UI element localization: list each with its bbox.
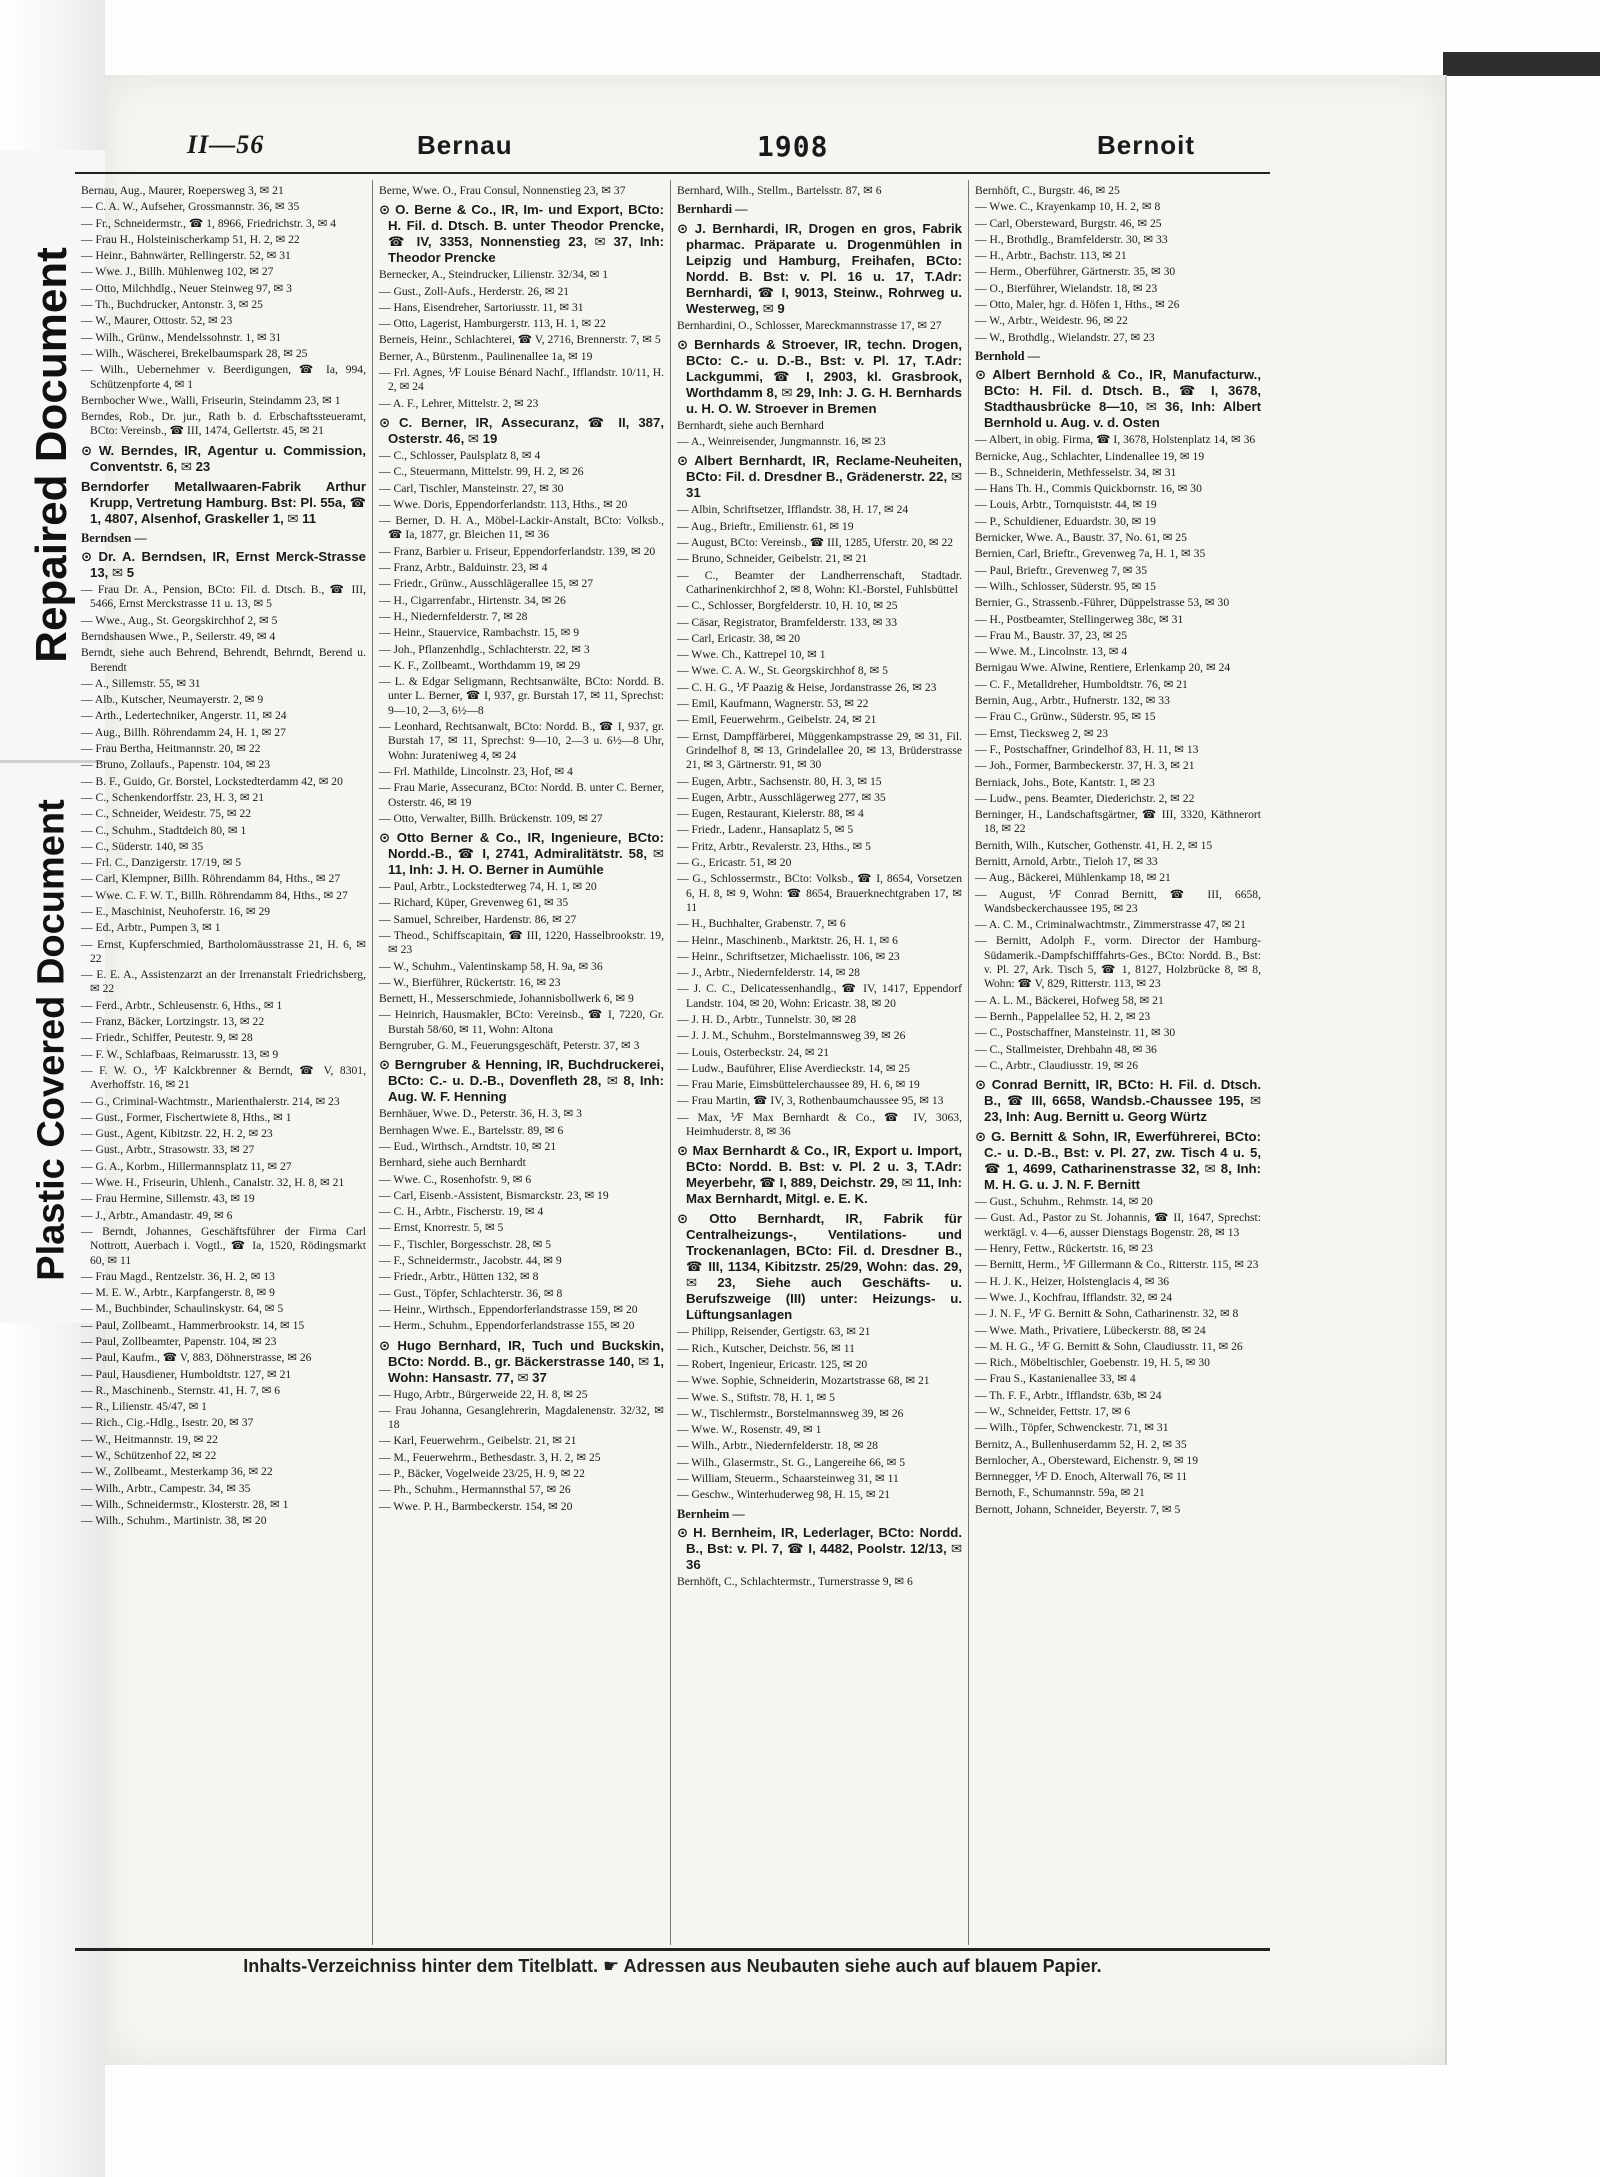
directory-entry: ⊙ J. Bernhardi, IR, Drogen en gros, Fabrik pharmac. Präparate u. Drogenmühlen in Leipzig und Hamburg, Freihafen, BCto: Nordd. B. Bst: v. Pl. 16 u. 17, T.Adr: Bernhardi, ☎ I, 9013, Steinw., Rohrweg u. Westerweg, ✉ 9 <box>677 220 962 316</box>
directory-entry: Berninger, H., Landschaftsgärtner, ☎ III, 3320, Käthnerort 18, ✉ 22 <box>975 808 1261 836</box>
directory-entry: — Berndt, Johannes, Geschäftsführer der Firma Carl Nottrott, Auerbach i. Vogtl., ☎ Ia, 1520, Rödingsmarkt 60, ✉ 11 <box>81 1224 366 1267</box>
directory-entry: — L. & Edgar Seligmann, Rechtsanwälte, BCto: Nordd. B. unter L. Berner, ☎ I, 937, gr. Burstah 17, ✉ 11, Sprechst: 9—10, 2—3, 6½—8 <box>379 675 664 717</box>
directory-entry: — Ferd., Arbtr., Schleusenstr. 6, Hths., ✉ 1 <box>81 998 283 1012</box>
directory-entry: — C., Schlosser, Paulsplatz 8, ✉ 4 <box>379 448 541 462</box>
directory-entry: Bernhard, siehe auch Bernhardt <box>379 1156 526 1170</box>
directory-entry: Bernhagen Wwe. E., Bartelsstr. 89, ✉ 6 <box>379 1123 564 1137</box>
directory-entry: — Leonhard, Rechtsanwalt, BCto: Nordd. B., ☎ I, 937, gr. Burstah 17, ✉ 11, Sprechst: 9—10, 2—3 u. 6½—8 Uhr, Wohn: Jurateniweg 4, ✉ 24 <box>379 720 664 762</box>
directory-entry: — Frau Magd., Rentzelstr. 36, H. 2, ✉ 13 <box>81 1269 275 1283</box>
directory-entry: — Albert, in obig. Firma, ☎ I, 3678, Holstenplatz 14, ✉ 36 <box>975 433 1256 447</box>
directory-entry: — Frau Bertha, Heitmannstr. 20, ✉ 22 <box>81 742 261 756</box>
directory-entry: — W., Schützenhof 22, ✉ 22 <box>81 1449 217 1463</box>
directory-entry: — Carl, Ericastr. 38, ✉ 20 <box>677 631 801 645</box>
directory-entry: — Aug., Billh. Röhrendamm 24, H. 1, ✉ 27 <box>81 725 286 739</box>
directory-entry: — R., Maschinenb., Sternstr. 41, H. 7, ✉ 6 <box>81 1383 281 1397</box>
directory-entry: — Wilh., Grünw., Mendelssohnstr. 1, ✉ 31 <box>81 330 282 344</box>
directory-entry: — Frau Hermine, Sillemstr. 43, ✉ 19 <box>81 1192 255 1206</box>
directory-entry: — H., Arbtr., Bachstr. 113, ✉ 21 <box>975 249 1127 263</box>
directory-entry: — Paul, Zollbeamt., Hammerbrookstr. 14, ✉ 15 <box>81 1318 305 1332</box>
directory-entry: Bernhardini, O., Schlosser, Mareckmannstrasse 17, ✉ 27 <box>677 318 942 332</box>
directory-entry: — Friedr., Schiffer, Peutestr. 9, ✉ 28 <box>81 1031 253 1045</box>
directory-entry: — H., Brothdlg., Bramfelderstr. 30, ✉ 33 <box>975 232 1168 246</box>
directory-entry: — Wwe. H., Friseurin, Uhlenh., Canalstr. 32, H. 8, ✉ 21 <box>81 1176 345 1190</box>
directory-entry: — Bruno, Zollaufs., Papenstr. 104, ✉ 23 <box>81 758 271 772</box>
directory-entry: — Bernitt, Adolph F., vorm. Director der Hamburg-Südamerik.-Dampfschifffahrts-Ges., BCto: Nordd. B., Bst: v. Pl. 27, Ark. Tisch 5, ☎ 1, 8127, Holzbrücke 8, ✉ 8, Wohn: ☎ V, 829, Ritterstr. 113, ✉ 23 <box>975 934 1261 991</box>
directory-entry: — B. F., Guido, Gr. Borstel, Lockstedterdamm 42, ✉ 20 <box>81 774 343 788</box>
directory-entry: — Max, ⅟F Max Bernhardt & Co., ☎ IV, 3063, Heimhuderstr. 8, ✉ 36 <box>677 1110 962 1139</box>
directory-entry: — Bernh., Pappelallee 52, H. 2, ✉ 23 <box>975 1009 1151 1023</box>
corner-edge-mark <box>1443 52 1600 76</box>
directory-entry: — Hans, Eisendreher, Sartoriusstr. 11, ✉ 31 <box>379 300 584 314</box>
directory-entry: — Louis, Osterbeckstr. 24, ✉ 21 <box>677 1045 830 1059</box>
directory-entry: — Wwe. J., Kochfrau, Ifflandstr. 32, ✉ 24 <box>975 1290 1173 1304</box>
directory-entry: — Joh., Pflanzenhdlg., Schlachterstr. 22, ✉ 3 <box>379 642 590 656</box>
directory-entry: — J. C. C., Delicatessenhandlg., ☎ IV, 1417, Eppendorf Landstr. 104, ✉ 20, Wohn: Ericastr. 38, ✉ 20 <box>677 982 962 1010</box>
directory-entry: — M., Buchbinder, Schaulinskystr. 64, ✉ 5 <box>81 1302 284 1316</box>
directory-entry: — Wwe. Ch., Kattrepel 10, ✉ 1 <box>677 648 826 662</box>
directory-entry: — Otto, Milchhdlg., Neuer Steinweg 97, ✉ 3 <box>81 281 292 295</box>
directory-entry: Bernheim — <box>677 1506 745 1521</box>
directory-entry: — R., Lilienstr. 45/47, ✉ 1 <box>81 1400 207 1414</box>
directory-entry: — P., Bäcker, Vogelweide 23/25, H. 9, ✉ 22 <box>379 1467 585 1480</box>
directory-entry: — Wwe. C., Krayenkamp 10, H. 2, ✉ 8 <box>975 200 1161 214</box>
directory-entry: ⊙ Hugo Bernhard, IR, Tuch und Buckskin, BCto: Nordd. B., gr. Bäckerstrasse 140, ✉ 1, Wohn: Hansastr. 77, ✉ 37 <box>379 1337 664 1385</box>
directory-entry: — K. F., Zollbeamt., Worthdamm 19, ✉ 29 <box>379 658 581 672</box>
page-number: II—56 <box>187 130 265 159</box>
directory-entry: — Wwe. C., Rosenhofstr. 9, ✉ 6 <box>379 1172 532 1186</box>
directory-entry: — Gust. Ad., Pastor zu St. Johannis, ☎ II, 1647, Sprechst: werktägl. v. 4—6, ausser Dienstags Bogenstr. 28, ✉ 13 <box>975 1211 1261 1239</box>
directory-entry: Berndshausen Wwe., P., Seilerstr. 49, ✉ 4 <box>81 629 276 643</box>
directory-entry: — H. J. K., Heizer, Holstenglacis 4, ✉ 36 <box>975 1274 1170 1288</box>
directory-entry: — Otto, Verwalter, Billh. Brückenstr. 109, ✉ 27 <box>379 811 603 825</box>
directory-entry: Berngruber, G. M., Feuerungsgeschäft, Peterstr. 37, ✉ 3 <box>379 1039 640 1053</box>
directory-entry: — E. E. A., Assistenzarzt an der Irrenanstalt Friedrichsberg, ✉ 22 <box>81 968 366 996</box>
directory-entry: Bernhöft, C., Burgstr. 46, ✉ 25 <box>975 184 1120 197</box>
directory-entry: — William, Steuerm., Schaarsteinweg 31, ✉ 11 <box>677 1472 899 1486</box>
directory-entry: — F. W. O., ⅟F Kalckbrenner & Berndt, ☎ V, 8301, Averhoffstr. 16, ✉ 21 <box>81 1063 366 1092</box>
directory-entry: — C. H. G., ⅟F Paazig & Heise, Jordanstrasse 26, ✉ 23 <box>677 680 937 694</box>
directory-entry: — Frau Dr. A., Pension, BCto: Fil. d. Dtsch. B., ☎ III, 5466, Ernst Merckstrasse 11 u. 13, ✉ 5 <box>81 583 366 611</box>
directory-entry: — C., Postschaffner, Mansteinstr. 11, ✉ 30 <box>975 1026 1176 1040</box>
directory-entry: Bernhardi — <box>677 202 748 217</box>
directory-entry: Bernott, Johann, Schneider, Beyerstr. 7, ✉ 5 <box>975 1502 1181 1516</box>
directory-entry: — G., Schlossermstr., BCto: Volksb., ☎ I, 8654, Vorsetzen 6, H. 8, ✉ 9, Wohn: ☎ 8654, Brauerknechtgraben 17, ✉ 11 <box>677 872 962 914</box>
directory-entry: — C., Süderstr. 140, ✉ 35 <box>81 839 204 853</box>
directory-entry: Bernicke, Aug., Schlachter, Lindenallee 19, ✉ 19 <box>975 449 1205 463</box>
directory-entry: — Otto, Lagerist, Hamburgerstr. 113, H. 1, ✉ 22 <box>379 317 606 331</box>
directory-entry: Bernbocher Wwe., Walli, Friseurin, Steindamm 23, ✉ 1 <box>81 393 341 407</box>
directory-entry: Berner, A., Bürstenm., Paulinenallee 1a, ✉ 19 <box>379 349 593 363</box>
directory-entry: — Robert, Ingenieur, Ericastr. 125, ✉ 20 <box>677 1357 868 1371</box>
page-footer: Inhalts-Verzeichniss hinter dem Titelblatt. ☛ Adressen aus Neubauten siehe auch auf blauem Papier. <box>243 1956 1102 1976</box>
directory-entry: — W., Brothdlg., Wielandstr. 27, ✉ 23 <box>975 330 1155 344</box>
directory-entry: — Franz, Arbtr., Balduinstr. 23, ✉ 4 <box>379 561 548 575</box>
directory-entry: — Hugo, Arbtr., Bürgerweide 22, H. 8, ✉ 25 <box>379 1387 588 1401</box>
directory-entry: — C. H., Arbtr., Fischerstr. 19, ✉ 4 <box>379 1205 544 1219</box>
directory-entry: — C., Schneider, Weidestr. 75, ✉ 22 <box>81 807 252 821</box>
directory-entry: — C. F., Metalldreher, Humboldtstr. 76, ✉ 21 <box>975 677 1188 691</box>
header-left-word: Bernau <box>417 130 513 160</box>
directory-entry: — M., Feuerwehrm., Bethesdastr. 3, H. 2, ✉ 25 <box>379 1450 601 1464</box>
repaired-document-label: Repaired Document <box>27 247 76 663</box>
directory-entry: — C., Arbtr., Claudiusstr. 19, ✉ 26 <box>975 1058 1139 1072</box>
directory-entry: — Albin, Schriftsetzer, Ifflandstr. 38, H. 17, ✉ 24 <box>677 503 909 517</box>
directory-entry: — Frau S., Kastanienallee 33, ✉ 4 <box>975 1372 1136 1386</box>
directory-entry: ⊙ Albert Bernhardt, IR, Reclame-Neuheiten, BCto: Fil. d. Dresdner B., Grädenerstr. 22, ✉ 31 <box>677 453 962 501</box>
directory-entry: — Carl, Tischler, Mansteinstr. 27, ✉ 30 <box>379 481 564 495</box>
directory-entry: — Gust., Zoll-Aufs., Herderstr. 26, ✉ 21 <box>379 284 570 298</box>
directory-entry: — Aug., Bäckerei, Mühlenkamp 18, ✉ 21 <box>975 871 1171 885</box>
directory-entry: — M. H. G., ⅟F G. Bernitt & Sohn, Claudiusstr. 11, ✉ 26 <box>975 1339 1243 1353</box>
directory-entry: — Alb., Kutscher, Neumayerstr. 2, ✉ 9 <box>81 693 264 707</box>
directory-entry: — Wwe. C. F. W. T., Billh. Röhrendamm 84, Hths., ✉ 27 <box>81 888 348 902</box>
directory-entry: Bernau, Aug., Maurer, Roepersweg 3, ✉ 21 <box>81 184 284 197</box>
directory-entry: — Rich., Kutscher, Deichstr. 56, ✉ 11 <box>677 1341 855 1355</box>
directory-entry: — Rich., Möbeltischler, Goebenstr. 19, H. 5, ✉ 30 <box>975 1356 1210 1370</box>
directory-entry: Bernith, Wilh., Kutscher, Gothenstr. 41, H. 2, ✉ 15 <box>975 838 1213 852</box>
directory-entry: — Geschw., Winterhuderweg 98, H. 15, ✉ 21 <box>677 1488 891 1502</box>
directory-entry: — Wilh., Arbtr., Niedernfelderstr. 18, ✉ 28 <box>677 1439 878 1453</box>
directory-entry: ⊙ Otto Berner & Co., IR, Ingenieure, BCto: Nordd.-B., ☎ I, 2741, Admiralitätstr. 58, ✉ 11, Inh: J. H. O. Berner in Aumühle <box>379 830 664 878</box>
directory-entry: — W., Schneider, Fettstr. 17, ✉ 6 <box>975 1405 1131 1418</box>
directory-entry: — W., Bierführer, Rückertstr. 16, ✉ 23 <box>379 975 561 989</box>
directory-entry: — Ludw., pens. Beamter, Diederichstr. 2, ✉ 22 <box>975 791 1195 805</box>
directory-entry: — Arth., Ledertechniker, Angerstr. 11, ✉ 24 <box>81 709 287 723</box>
directory-entry: — P., Schuldiener, Eduardstr. 30, ✉ 19 <box>975 514 1156 528</box>
directory-entry: — Frau Johanna, Gesanglehrerin, Magdalenenstr. 32/32, ✉ 18 <box>379 1403 664 1432</box>
directory-entry: — Wilh., Arbtr., Campestr. 34, ✉ 35 <box>81 1481 251 1495</box>
directory-entry: Bernicker, Wwe. A., Baustr. 37, No. 61, ✉ 25 <box>975 531 1187 545</box>
directory-entry: ⊙ O. Berne & Co., IR, Im- und Export, BCto: H. Fil. d. Dtsch. B. unter Theodor Prencke, ☎ IV, 3353, Nonnenstieg 23, ✉ 37, Inh: Theodor Prencke <box>379 202 664 266</box>
directory-entry: — Wilh., Töpfer, Schwenckestr. 71, ✉ 31 <box>975 1421 1169 1435</box>
directory-entry: ⊙ Conrad Bernitt, IR, BCto: H. Fil. d. Dtsch. B., ☎ III, 6658, Wandsb.-Chaussee 195, ✉ 23, Inh: Aug. Bernitt u. Georg Würtz <box>975 1077 1261 1125</box>
directory-entry: Berndsen — <box>81 530 147 545</box>
directory-entry: — W., Schuhm., Valentinskamp 58, H. 9a, ✉ 36 <box>379 959 603 973</box>
directory-entry: — H., Cigarrenfabr., Hirtenstr. 34, ✉ 26 <box>379 593 566 607</box>
directory-entry: — Wwe. C. A. W., St. Georgskirchhof 8, ✉ 5 <box>677 664 888 678</box>
directory-entry: — G., Ericastr. 51, ✉ 20 <box>677 856 792 870</box>
directory-entry: — Eud., Wirthsch., Arndtstr. 10, ✉ 21 <box>379 1139 557 1153</box>
directory-entry: Bernigau Wwe. Alwine, Rentiere, Erlenkamp 20, ✉ 24 <box>975 661 1231 675</box>
directory-entry: Bernhard, Wilh., Stellm., Bartelsstr. 87, ✉ 6 <box>677 184 882 197</box>
directory-entry: — C., Schlosser, Borgfelderstr. 10, H. 10, ✉ 25 <box>677 599 898 613</box>
directory-entry: — Aug., Brieftr., Emilienstr. 61, ✉ 19 <box>677 519 854 533</box>
directory-entry: — H., Niedernfelderstr. 7, ✉ 28 <box>379 609 528 623</box>
directory-entry: — A., Sillemstr. 55, ✉ 31 <box>81 676 201 690</box>
directory-entry: — Otto, Maler, hgr. d. Höfen 1, Hths., ✉ 26 <box>975 298 1180 312</box>
directory-entry: — Frau C., Grünw., Süderstr. 95, ✉ 15 <box>975 710 1156 724</box>
footer-rule <box>75 1948 1270 1951</box>
directory-entry: — Wwe. Sophie, Schneiderin, Mozartstrasse 68, ✉ 21 <box>677 1374 930 1388</box>
directory-entry: — M. E. W., Arbtr., Karpfangerstr. 8, ✉ 9 <box>81 1286 275 1300</box>
directory-entry: — W., Heitmannstr. 19, ✉ 22 <box>81 1432 218 1446</box>
directory-entry: — Heinr., Stauervice, Rambachstr. 15, ✉ 9 <box>379 626 580 640</box>
directory-entry: Bernin, Aug., Arbtr., Hufnerstr. 132, ✉ 33 <box>975 694 1170 708</box>
directory-entry: — Heinr., Maschinenb., Marktstr. 26, H. 1, ✉ 6 <box>677 933 898 947</box>
directory-entry: Bernhardt, siehe auch Bernhard <box>677 418 824 432</box>
directory-entry: — W., Tischlermstr., Borstelmannsweg 39, ✉ 26 <box>677 1406 904 1420</box>
directory-entry: — Theod., Schiffscapitain, ☎ III, 1220, Hasselbrookstr. 19, ✉ 23 <box>379 928 664 957</box>
directory-entry: Berneis, Heinr., Schlachterei, ☎ V, 2716, Brennerstr. 7, ✉ 5 <box>379 333 661 347</box>
directory-entry: — Frau Marie, Eimsbüttelerchaussee 89, H. 6, ✉ 19 <box>677 1078 920 1092</box>
directory-entry: — Wwe. Math., Privatiere, Lübeckerstr. 88, ✉ 24 <box>975 1323 1206 1337</box>
directory-entry: — H., Postbeamter, Stellingerweg 38c, ✉ 31 <box>975 612 1184 626</box>
directory-entry: Bernitz, A., Bullenhuserdamm 52, H. 2, ✉ 35 <box>975 1437 1187 1451</box>
directory-entry: — Carl, Klempner, Billh. Röhrendamm 84, Hths., ✉ 27 <box>81 872 341 886</box>
directory-entry: — F., Postschaffner, Grindelhof 83, H. 11, ✉ 13 <box>975 742 1199 756</box>
directory-entry: — Richard, Küper, Grevenweg 61, ✉ 35 <box>379 896 569 910</box>
directory-entry: — Emil, Kaufmann, Wagnerstr. 53, ✉ 22 <box>677 697 869 711</box>
directory-entry: ⊙ Otto Bernhardt, IR, Fabrik für Centralheizungs-, Ventilations- und Trockenanlagen, BCto: Fil. d. Dresdner B., ☎ III, 1134, Kibitzstr. 25/29, Wohn: das. 29, ✉ 23, Siehe auch Geschäfts- u. Berufszweige (III) unter: Heizungs- u. Lüftungsanlagen <box>677 1211 962 1323</box>
directory-entry: — Frl. Mathilde, Lincolnstr. 23, Hof, ✉ 4 <box>379 764 573 778</box>
column-2 <box>373 180 671 1945</box>
directory-entry: — Ph., Schuhm., Hermannsthal 57, ✉ 26 <box>379 1483 571 1497</box>
directory-entry: — Paul, Arbtr., Lockstedterweg 74, H. 1, ✉ 20 <box>379 880 597 894</box>
directory-entry: — Emil, Feuerwehrm., Geibelstr. 24, ✉ 21 <box>677 713 877 727</box>
directory-entry: — Eugen, Arbtr., Ausschlägerweg 277, ✉ 35 <box>677 790 886 804</box>
directory-entry: — Bruno, Schneider, Geibelstr. 21, ✉ 21 <box>677 552 868 566</box>
directory-entry: — Samuel, Schreiber, Hardenstr. 86, ✉ 27 <box>379 912 577 926</box>
directory-entry: — Ernst, Kupferschmied, Bartholomäusstrasse 21, H. 6, ✉ 22 <box>81 937 366 965</box>
directory-entry: — Frl. Agnes, ⅟F Louise Bénard Nachf., Ifflandstr. 10/11, H. 2, ✉ 24 <box>379 366 664 394</box>
directory-entry: Berndorfer Metallwaaren-Fabrik Arthur Krupp, Vertretung Hamburg. Bst: Pl. 55a, ☎ 1, 4807, Alsenhof, Graskeller 1, ✉ 11 <box>81 478 366 526</box>
directory-entry: — Paul, Zollbeamter, Papenstr. 104, ✉ 23 <box>81 1335 277 1348</box>
directory-entry: — Franz, Bäcker, Lortzingstr. 13, ✉ 22 <box>81 1015 265 1029</box>
column-3 <box>671 180 969 1945</box>
directory-entry: — Cäsar, Registrator, Bramfelderstr. 133, ✉ 33 <box>677 615 898 629</box>
directory-entry: — H., Buchhalter, Grabenstr. 7, ✉ 6 <box>677 917 846 931</box>
directory-entry: Bernhöft, C., Schlachtermstr., Turnerstrasse 9, ✉ 6 <box>677 1574 913 1588</box>
directory-entry: — C., Beamter der Landherrenschaft, Stadtadr. Catharinenkirchhof 2, ✉ 8, Wohn: Kl.-Borstel, Fuhlsbüttel <box>677 568 962 596</box>
directory-entry: — Rich., Cig.-Hdlg., Isestr. 20, ✉ 37 <box>81 1416 254 1430</box>
directory-entry: — C., Steuermann, Mittelstr. 99, H. 2, ✉ 26 <box>379 465 584 479</box>
directory-entry: Bernlocher, A., Oberstеward, Eichenstr. 9, ✉ 19 <box>975 1453 1199 1467</box>
directory-entry: — B., Schneiderin, Methfesselstr. 34, ✉ 31 <box>975 465 1177 479</box>
directory-entry: — A., Weinreisender, Jungmannstr. 16, ✉ 23 <box>677 435 886 449</box>
directory-entry: — Frl. C., Danzigerstr. 17/19, ✉ 5 <box>81 856 242 870</box>
directory-entry: — Henry, Fettw., Rückertstr. 16, ✉ 23 <box>975 1242 1153 1256</box>
directory-entry: — Gust., Agent, Kibitzstr. 22, H. 2, ✉ 23 <box>81 1127 273 1141</box>
directory-entry: — Wwe. S., Stiftstr. 78, H. 1, ✉ 5 <box>677 1390 835 1404</box>
directory-entry: — O., Bierführer, Wielandstr. 18, ✉ 23 <box>975 281 1158 295</box>
directory-entry: — Th., Buchdrucker, Antonstr. 3, ✉ 25 <box>81 298 263 312</box>
directory-entry: — Friedr., Ladenr., Hansaplatz 5, ✉ 5 <box>677 823 854 837</box>
directory-entry: ⊙ W. Berndes, IR, Agentur u. Commission, Conventstr. 6, ✉ 23 <box>81 442 366 474</box>
directory-entry: Bernier, G., Strassenb.-Führer, Düppelstrasse 53, ✉ 30 <box>975 596 1230 610</box>
directory-entry: Bernien, Carl, Brieftr., Grevenweg 7a, H. 1, ✉ 35 <box>975 547 1206 561</box>
directory-entry: — Heinr., Wirthsch., Eppendorferlandstrasse 159, ✉ 20 <box>379 1302 638 1316</box>
directory-entry: — F. W., Schlafbaas, Reimarusstr. 13, ✉ 9 <box>81 1047 279 1061</box>
directory-entry: — Wilh., Uebernehmer v. Beerdigungen, ☎ Ia, 994, Schützenpforte 4, ✉ 1 <box>81 363 366 391</box>
directory-entry: — Ernst, Knorrestr. 5, ✉ 5 <box>379 1221 504 1235</box>
directory-entry: — F., Schneidermstr., Jacobstr. 44, ✉ 9 <box>379 1254 562 1268</box>
directory-entry: — Wilh., Wäscherei, Brekelbaumspark 28, ✉ 25 <box>81 346 308 360</box>
directory-entry: — Heinrich, Hausmakler, BCto: Vereinsb., ☎ I, 7220, Gr. Burstah 58/60, ✉ 11, Wohn: Altona <box>379 1008 664 1036</box>
directory-entry: — Frau Marie, Assecuranz, BCto: Nordd. B. unter C. Berner, Osterstr. 46, ✉ 19 <box>379 781 664 809</box>
directory-entry: — A. L. M., Bäckerei, Hofweg 58, ✉ 21 <box>975 993 1164 1007</box>
plastic-covered-label: Plastic Covered Document <box>30 799 73 1281</box>
directory-entry: — E., Maschinist, Neuhoferstr. 16, ✉ 29 <box>81 904 271 918</box>
directory-entry: ⊙ Bernhards & Stroever, IR, techn. Drogen, BCto: C.- u. D.-B., Bst: v. Pl. 17, T.Adr: Lackgummi, ☎ I, 2903, kl. Grasbrook, Worthdamm 8, ✉ 29, Inh: J. G. H. Bernhards u. H. O. W. Stroever in Bremen <box>677 336 962 416</box>
directory-entry: Bernnegger, ⅟F D. Enoch, Alterwall 76, ✉ 11 <box>975 1470 1188 1484</box>
directory-entry: Berndt, siehe auch Behrend, Behrendt, Behrndt, Berend u. Berendt <box>81 646 366 674</box>
directory-entry: — Heinr., Bahnwärter, Rellingerstr. 52, ✉ 31 <box>81 249 291 263</box>
directory-entry: ⊙ Max Bernhardt & Co., IR, Export u. Import, BCto: Nordd. B. Bst: v. Pl. 2 u. 3, T.Adr: Meyerbehr, ☎ I, 889, Deichstr. 29, ✉ 11, Inh: Max Bernhardt, Mitgl. e. E. K. <box>677 1143 962 1207</box>
directory-entry: Bernitt, Arnold, Arbtr., Tieloh 17, ✉ 33 <box>975 854 1158 868</box>
directory-entry: — Frau M., Baustr. 37, 23, ✉ 25 <box>975 628 1128 642</box>
directory-entry: — Th. F. F., Arbtr., Ifflandstr. 63b, ✉ 24 <box>975 1388 1162 1402</box>
directory-entry: — Gust., Schuhm., Rehmstr. 14, ✉ 20 <box>975 1195 1153 1209</box>
directory-entry: — Joh., Former, Barmbeckerstr. 37, H. 3, ✉ 21 <box>975 759 1195 773</box>
directory-entry: ⊙ G. Bernitt & Sohn, IR, Ewerführerei, BCto: C.- u. D.-B., Bst: v. Pl. 27, zw. Tisch 4 u. 5, ☎ 1, 4699, Catharinenstrasse 32, ✉ 8, Inh: M. H. G. u. J. N. F. Bernitt <box>975 1129 1261 1193</box>
directory-entry: ⊙ Dr. A. Berndsen, IR, Ernst Merck-Strasse 13, ✉ 5 <box>81 549 366 581</box>
directory-entry: — C., Stallmeister, Drehbahn 48, ✉ 36 <box>975 1042 1157 1056</box>
directory-entry: ⊙ Albert Bernhold & Co., IR, Manufacturw., BCto: H. Fil. d. Dtsch. B., ☎ I, 3678, Stadthausbrücke 8—10, ✉ 36, Inh: Albert Bernhold u. Aug. v. d. Osten <box>975 367 1261 431</box>
directory-entry: — W., Maurer, Ottostr. 52, ✉ 23 <box>81 314 233 328</box>
directory-entry: — J. J. M., Schuhm., Borstelmannsweg 39, ✉ 26 <box>677 1029 906 1043</box>
directory-entry: Berniack, Johs., Bote, Kantstr. 1, ✉ 23 <box>975 775 1155 789</box>
directory-entry: — J. N. F., ⅟F G. Bernitt & Sohn, Catharinenstr. 32, ✉ 8 <box>975 1307 1239 1321</box>
directory-entry: — Wwe., Aug., St. Georgskirchhof 2, ✉ 5 <box>81 613 278 627</box>
directory-entry: — G. A., Korbm., Hillermannsplatz 11, ✉ 27 <box>81 1159 292 1173</box>
directory-entry: — Eugen, Restaurant, Kielerstr. 88, ✉ 4 <box>677 807 864 821</box>
directory-entry: Bernecker, A., Steindrucker, Lilienstr. 32/34, ✉ 1 <box>379 268 609 282</box>
directory-entry: — Ludw., Bauführer, Elise Averdieckstr. 14, ✉ 25 <box>677 1061 911 1075</box>
directory-entry: Bernett, H., Messerschmiede, Johannisbollwerk 6, ✉ 9 <box>379 992 634 1006</box>
header-rule <box>75 172 1270 174</box>
directory-entry: — Frau Martin, ☎ IV, 3, Rothenbaumchaussee 95, ✉ 13 <box>677 1094 944 1108</box>
directory-entry: ⊙ H. Bernheim, IR, Lederlager, BCto: Nordd. B., Bst: v. Pl. 7, ☎ I, 4482, Poolstr. 12/13, ✉ 36 <box>677 1524 962 1572</box>
directory-entry: — Philipp, Reisender, Gertigstr. 63, ✉ 21 <box>677 1325 871 1339</box>
directory-entry: — Ernst, Dampffärberei, Müggenkampstrasse 29, ✉ 31, Fil. Grindelhof 8, ✉ 13, Grindelallee 20, ✉ 13, Brüderstrasse 21, ✉ 3, Gärtnerstr. 91, ✉ 30 <box>677 729 962 772</box>
directory-entry: — Carl, Eisenb.-Assistent, Bismarckstr. 23, ✉ 19 <box>379 1188 609 1202</box>
directory-entry: — August, ⅟F Conrad Bernitt, ☎ III, 6658, Wandsbeckerchaussee 195, ✉ 23 <box>975 887 1261 915</box>
directory-entry: ⊙ C. Berner, IR, Assecuranz, ☎ II, 387, Osterstr. 46, ✉ 19 <box>379 414 664 446</box>
directory-entry: — A. F., Lehrer, Mittelstr. 2, ✉ 23 <box>379 396 539 410</box>
directory-entry: — C., Schuhm., Stadtdeich 80, ✉ 1 <box>81 823 247 837</box>
directory-entry: — Ernst, Tiecksweg 2, ✉ 23 <box>975 726 1109 740</box>
directory-entry: — J. H. D., Arbtr., Tunnelstr. 30, ✉ 28 <box>677 1012 857 1026</box>
directory-entry: — A. C. M., Criminalwachtmstr., Zimmerstrasse 47, ✉ 21 <box>975 918 1246 932</box>
directory-entry: — C. A. W., Aufseher, Grossmannstr. 36, ✉ 35 <box>81 200 300 214</box>
directory-entry: — W., Zollbeamt., Mesterkamp 36, ✉ 22 <box>81 1465 273 1479</box>
directory-entry: — Wwe. Doris, Eppendorferlandstr. 113, Hths., ✉ 20 <box>379 497 628 511</box>
directory-entry: — Heinr., Schriftsetzer, Michaelisstr. 106, ✉ 23 <box>677 949 900 963</box>
directory-entry: — Hans Th. H., Commis Quickbornstr. 16, ✉ 30 <box>975 482 1202 496</box>
directory-entry: — Eugen, Arbtr., Sachsenstr. 80, H. 3, ✉ 15 <box>677 774 882 788</box>
directory-entry: — Wilh., Schlosser, Süderstr. 95, ✉ 15 <box>975 579 1156 593</box>
directory-entry: — Wwe. J., Billh. Mühlenweg 102, ✉ 27 <box>81 265 274 279</box>
directory-entry: — Wwe. W., Rosenstr. 49, ✉ 1 <box>677 1423 822 1437</box>
directory-entry: Bernhäuer, Wwe. D., Peterstr. 36, H. 3, ✉ 3 <box>379 1107 582 1121</box>
directory-entry: — Fr., Schneidermstr., ☎ 1, 8966, Friedrichstr. 3, ✉ 4 <box>81 216 337 230</box>
directory-entry: — J., Arbtr., Amandastr. 49, ✉ 6 <box>81 1208 233 1222</box>
column-1 <box>75 180 373 1945</box>
directory-entry: — Berner, D. H. A., Möbel-Lackir-Anstalt, BCto: Volksb., ☎ Ia, 1877, gr. Bleichen 11, ✉ 36 <box>379 514 664 542</box>
directory-columns <box>75 180 1270 1945</box>
directory-entry: — Wwe. P. H., Barmbeckerstr. 154, ✉ 20 <box>379 1499 573 1513</box>
directory-entry: Bernhold — <box>975 348 1041 363</box>
directory-entry: — W., Arbtr., Weidestr. 96, ✉ 22 <box>975 314 1128 328</box>
directory-entry: — Gust., Arbtr., Strasowstr. 33, ✉ 27 <box>81 1143 255 1157</box>
directory-entry: — Wilh., Schuhm., Martinistr. 38, ✉ 20 <box>81 1514 267 1528</box>
page-header <box>147 130 1397 170</box>
directory-entry: — F., Tischler, Borgesschstr. 28, ✉ 5 <box>379 1237 552 1251</box>
directory-entry: — Gust., Töpfer, Schlachterstr. 36, ✉ 8 <box>379 1286 563 1300</box>
directory-entry: — Franz, Barbier u. Friseur, Eppendorferlandstr. 139, ✉ 20 <box>379 544 656 558</box>
directory-entry: — Paul, Brieftr., Grevenweg 7, ✉ 35 <box>975 563 1147 577</box>
header-right-word: Bernoit <box>1097 130 1195 160</box>
column-4 <box>969 180 1267 1945</box>
directory-entry: — Fritz, Arbtr., Revalerstr. 23, Hths., ✉ 5 <box>677 839 871 853</box>
directory-entry: — Friedr., Arbtr., Hütten 132, ✉ 8 <box>379 1270 539 1284</box>
directory-entry: Bernoth, F., Schumannstr. 59a, ✉ 21 <box>975 1486 1145 1500</box>
directory-entry: — Frau H., Holsteinischerkamp 51, H. 2, ✉ 22 <box>81 232 300 246</box>
directory-entry: — Louis, Arbtr., Tornquiststr. 44, ✉ 19 <box>975 498 1157 512</box>
header-year: 1908 <box>757 130 829 163</box>
directory-entry: — Paul, Hausdiener, Humboldtstr. 127, ✉ 21 <box>81 1367 292 1381</box>
directory-entry: — Wwe. M., Lincolnstr. 13, ✉ 4 <box>975 645 1128 659</box>
directory-entry: Berndes, Rob., Dr. jur., Rath b. d. Erbschaftssteueramt, BCto: Vereinsb., ☎ III, 1474, Gellertstr. 45, ✉ 21 <box>81 410 366 438</box>
directory-entry: — Karl, Feuerwehrm., Geibelstr. 21, ✉ 21 <box>379 1434 577 1448</box>
directory-entry: — Wilh., Schneidermstr., Klosterstr. 28, ✉ 1 <box>81 1497 289 1511</box>
directory-entry: — August, BCto: Vereinsb., ☎ III, 1285, Uferstr. 20, ✉ 22 <box>677 536 954 550</box>
directory-entry: — G., Criminal-Wachtmstr., Marienthalerstr. 214, ✉ 23 <box>81 1094 340 1108</box>
directory-entry: — Wilh., Glasermstr., St. G., Langereihe 66, ✉ 5 <box>677 1455 905 1469</box>
directory-entry: — Gust., Former, Fischertwiete 8, Hths., ✉ 1 <box>81 1110 292 1124</box>
directory-entry: — Bernitt, Herm., ⅟F Gillermann & Co., Ritterstr. 115, ✉ 23 <box>975 1258 1259 1272</box>
directory-entry: ⊙ Berngruber & Henning, IR, Buchdruckerei, BCto: C.- u. D.-B., Dovenfleth 28, ✉ 8, Inh: Aug. W. F. Henning <box>379 1057 664 1105</box>
directory-entry: — Herm., Schuhm., Eppendorferlandstrasse 155, ✉ 20 <box>379 1319 635 1333</box>
directory-entry: — Paul, Kaufm., ☎ V, 883, Döhnerstrasse, ✉ 26 <box>81 1351 312 1365</box>
directory-entry: Berne, Wwe. O., Frau Consul, Nonnenstieg 23, ✉ 37 <box>379 184 626 197</box>
directory-entry: — J., Arbtr., Niedernfelderstr. 14, ✉ 28 <box>677 966 860 980</box>
directory-entry: — Herm., Oberführer, Gärtnerstr. 35, ✉ 30 <box>975 265 1176 279</box>
directory-entry: — Carl, Oberstеward, Burgstr. 46, ✉ 25 <box>975 216 1162 230</box>
directory-entry: — Ed., Arbtr., Pumpen 3, ✉ 1 <box>81 921 221 935</box>
directory-entry: — C., Schenkendorffstr. 23, H. 3, ✉ 21 <box>81 790 265 804</box>
directory-entry: — Friedr., Grünw., Ausschlägerallee 15, ✉ 27 <box>379 577 594 591</box>
